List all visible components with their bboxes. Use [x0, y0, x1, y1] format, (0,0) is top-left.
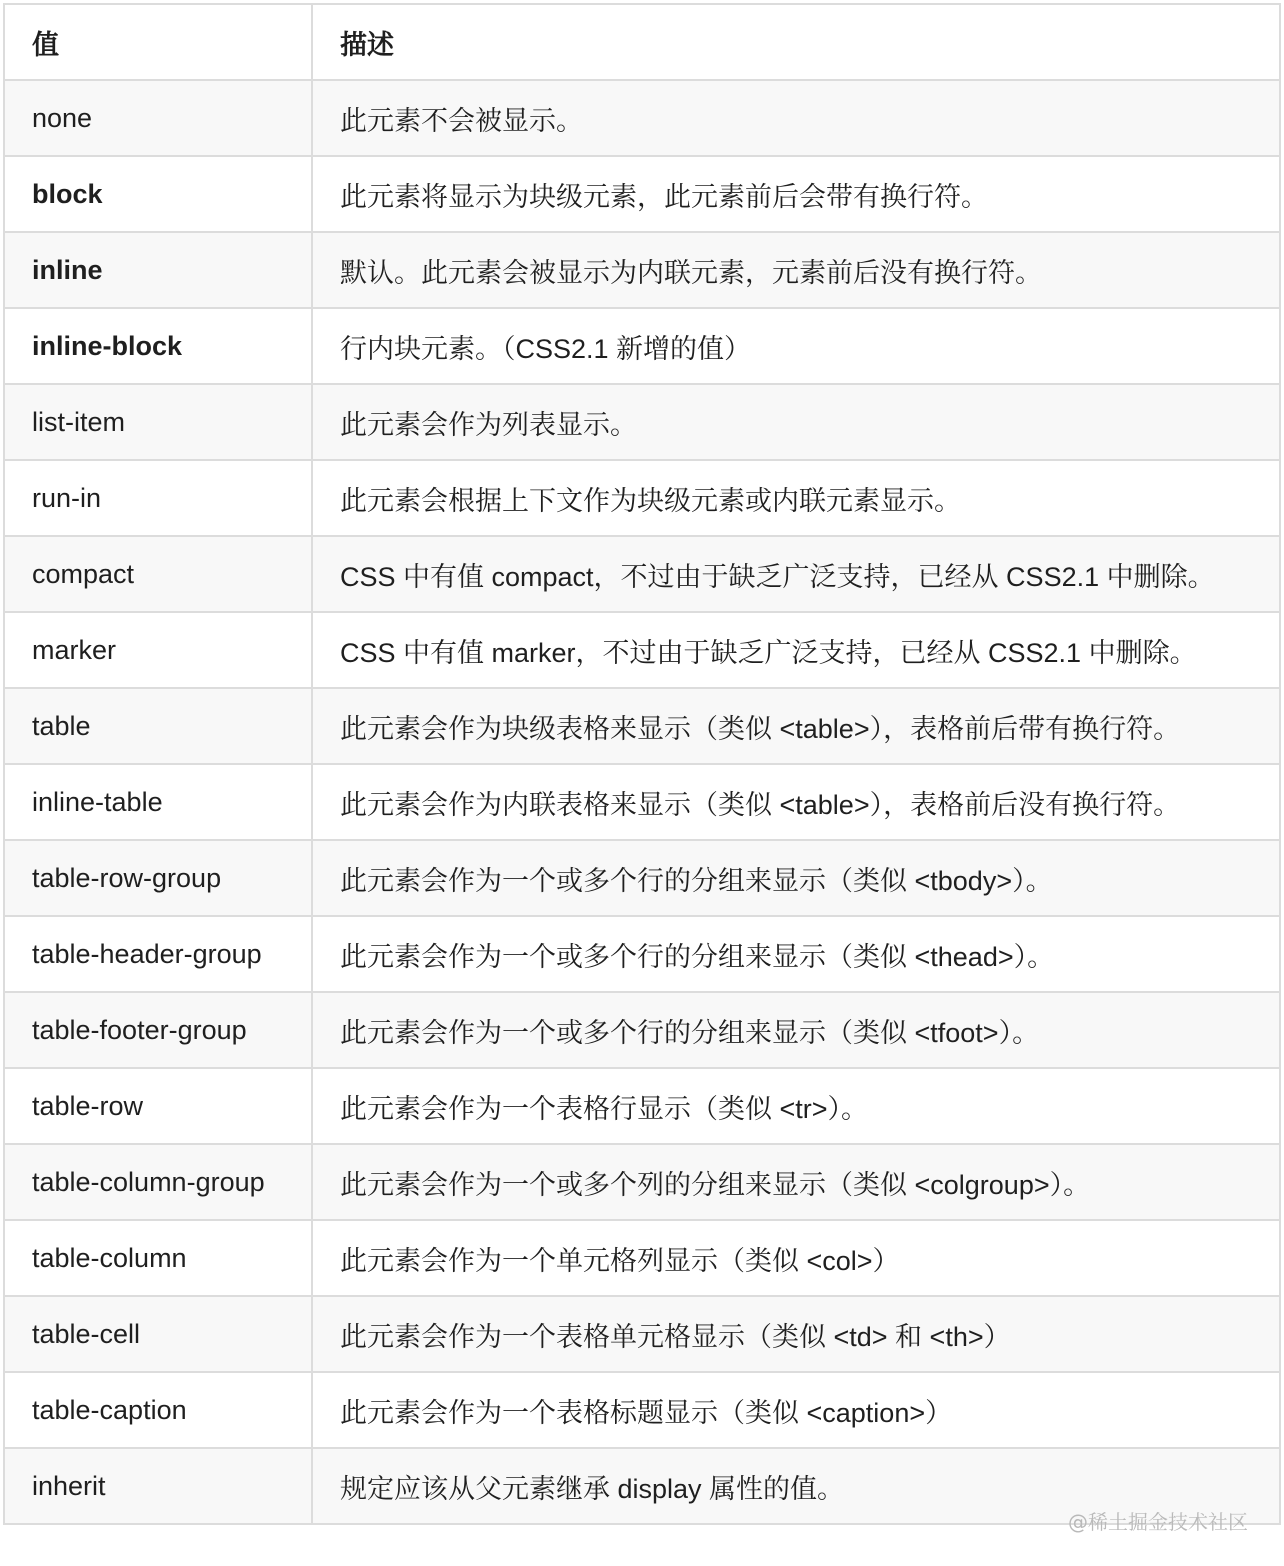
- description-cell: 此元素会作为内联表格来显示（类似 <table>），表格前后没有换行符。: [312, 764, 1280, 840]
- description-cell: 此元素将显示为块级元素，此元素前后会带有换行符。: [312, 156, 1280, 232]
- description-cell: 此元素会作为块级表格来显示（类似 <table>），表格前后带有换行符。: [312, 688, 1280, 764]
- value-cell: table-row-group: [4, 840, 312, 916]
- description-cell: CSS 中有值 compact，不过由于缺乏广泛支持，已经从 CSS2.1 中删除。: [312, 536, 1280, 612]
- description-cell: 规定应该从父元素继承 display 属性的值。: [312, 1448, 1280, 1524]
- value-cell: run-in: [4, 460, 312, 536]
- table-row: [4, 1068, 1280, 1144]
- description-cell: 此元素会作为一个表格标题显示（类似 <caption>）: [312, 1372, 1280, 1448]
- table-row: [4, 80, 1280, 156]
- description-cell: 默认。此元素会被显示为内联元素，元素前后没有换行符。: [312, 232, 1280, 308]
- value-cell: inherit: [4, 1448, 312, 1524]
- table-row: [4, 536, 1280, 612]
- value-cell: table-footer-group: [4, 992, 312, 1068]
- description-cell: 此元素会作为一个单元格列显示（类似 <col>）: [312, 1220, 1280, 1296]
- display-values-table-container: [3, 3, 1279, 1525]
- value-cell: block: [4, 156, 312, 232]
- description-cell: 此元素会作为一个或多个行的分组来显示（类似 <tfoot>）。: [312, 992, 1280, 1068]
- description-cell: 此元素会作为一个或多个行的分组来显示（类似 <thead>）。: [312, 916, 1280, 992]
- table-row: [4, 612, 1280, 688]
- table-row: [4, 764, 1280, 840]
- table-row: [4, 1220, 1280, 1296]
- table-row: [4, 308, 1280, 384]
- value-cell: table-row: [4, 1068, 312, 1144]
- table-header-row: [4, 4, 1280, 80]
- value-cell: table-caption: [4, 1372, 312, 1448]
- value-cell: table-header-group: [4, 916, 312, 992]
- table-row: [4, 1144, 1280, 1220]
- description-cell: 此元素会作为列表显示。: [312, 384, 1280, 460]
- value-cell: inline-table: [4, 764, 312, 840]
- table-row: [4, 384, 1280, 460]
- description-cell: CSS 中有值 marker，不过由于缺乏广泛支持，已经从 CSS2.1 中删除。: [312, 612, 1280, 688]
- value-cell: inline-block: [4, 308, 312, 384]
- value-cell: table-column-group: [4, 1144, 312, 1220]
- description-cell: 此元素会根据上下文作为块级元素或内联元素显示。: [312, 460, 1280, 536]
- value-cell: table-column: [4, 1220, 312, 1296]
- value-cell: table-cell: [4, 1296, 312, 1372]
- value-cell: marker: [4, 612, 312, 688]
- description-cell: 此元素会作为一个表格单元格显示（类似 <td> 和 <th>）: [312, 1296, 1280, 1372]
- description-cell: 此元素不会被显示。: [312, 80, 1280, 156]
- column-header-description: 描述: [312, 4, 1280, 80]
- table-row: [4, 840, 1280, 916]
- table-row: [4, 916, 1280, 992]
- table-row: [4, 992, 1280, 1068]
- value-cell: inline: [4, 232, 312, 308]
- value-cell: compact: [4, 536, 312, 612]
- table-row: [4, 688, 1280, 764]
- table-row: [4, 1296, 1280, 1372]
- description-cell: 此元素会作为一个或多个行的分组来显示（类似 <tbody>）。: [312, 840, 1280, 916]
- table-row: [4, 156, 1280, 232]
- value-cell: table: [4, 688, 312, 764]
- table-body: [4, 80, 1280, 1524]
- column-header-value: 值: [4, 4, 312, 80]
- table-row: [4, 1372, 1280, 1448]
- description-cell: 行内块元素。（CSS2.1 新增的值）: [312, 308, 1280, 384]
- table-row: [4, 232, 1280, 308]
- value-cell: none: [4, 80, 312, 156]
- table-row: [4, 460, 1280, 536]
- description-cell: 此元素会作为一个或多个列的分组来显示（类似 <colgroup>）。: [312, 1144, 1280, 1220]
- display-values-table: [3, 3, 1281, 1525]
- value-cell: list-item: [4, 384, 312, 460]
- watermark: @稀土掘金技术社区: [1068, 1510, 1248, 1534]
- description-cell: 此元素会作为一个表格行显示（类似 <tr>）。: [312, 1068, 1280, 1144]
